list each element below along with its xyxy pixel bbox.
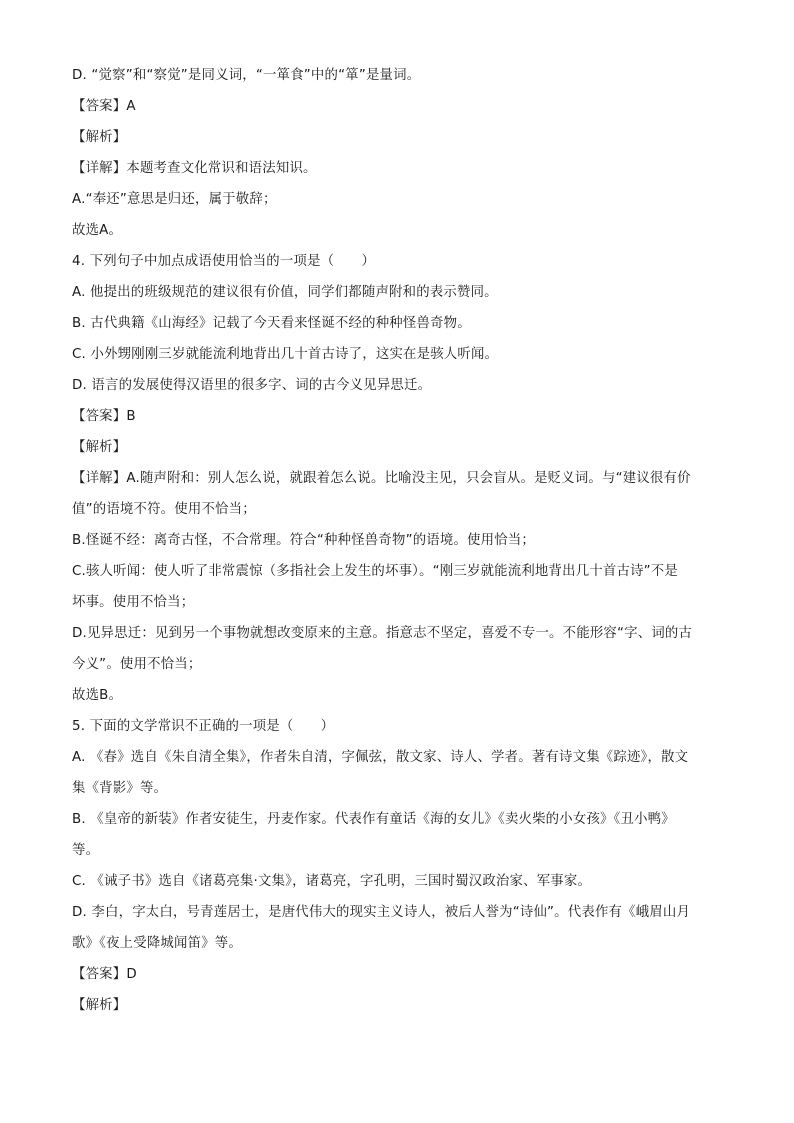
q5-option-d-line1: D. 李白，字太白，号青莲居士，是唐代伟大的现实主义诗人，被后人誉为“诗仙”。代表作有《峨眉山月: [72, 905, 691, 920]
q4-option-b: B. 古代典籍《山海经》记载了今天看来怪诞不经的种种怪兽奇物。: [72, 316, 471, 331]
q5-option-b-line1: B. 《皇帝的新装》作者安徒生，丹麦作家。代表作有童话《海的女儿》《卖火柴的小女孩》《丑小鸭》: [72, 812, 675, 827]
q5-option-d-line2: 歌》《夜上受降城闻笛》等。: [72, 936, 242, 951]
q3-answer: 【答案】A: [72, 99, 136, 114]
q5-answer: 【答案】D: [72, 967, 137, 982]
q5-option-a-line2: 集《背影》等。: [72, 781, 168, 796]
q4-option-a: A. 他提出的班级规范的建议很有价值，同学们都随声附和的表示赞同。: [72, 285, 498, 300]
q4-detail-a-line2: 值”的语境不符。使用不恰当；: [72, 502, 256, 517]
q4-detail-d-line1: D.见异思迁：见到另一个事物就想改变原来的主意。指意志不坚定，喜爱不专一。不能形容“字、词的古: [72, 626, 693, 641]
q3-conclusion: 故选A。: [72, 223, 123, 238]
q4-option-c: C. 小外甥刚刚三岁就能流利地背出几十首古诗了，这实在是骇人听闻。: [72, 347, 499, 362]
q5-stem: 5. 下面的文学常识不正确的一项是（ ）: [72, 719, 335, 734]
q4-detail-a-line1: 【详解】A.随声附和：别人怎么说，就跟着怎么说。比喻没主见，只会盲从。是贬义词。与“建议很有价: [72, 471, 691, 486]
document-page: [72, 60, 732, 1021]
q4-detail-c-line2: 坏事。使用不恰当；: [72, 595, 195, 610]
q4-detail-c-line1: C.骇人听闻：使人听了非常震惊（多指社会上发生的坏事）。“刚三岁就能流利地背出几十首古诗”不是: [72, 564, 678, 579]
q4-detail-b: B.怪诞不经：离奇古怪，不合常理。符合“种种怪兽奇物”的语境。使用恰当；: [72, 533, 536, 548]
q4-detail-d-line2: 今义”。使用不恰当；: [72, 657, 202, 672]
q5-option-a-line1: A. 《春》选自《朱自清全集》，作者朱自清，字佩弦，散文家、诗人、学者。著有诗文集《踪迹》，散文: [72, 750, 689, 765]
q5-option-c: C. 《诫子书》选自《诸葛亮集·文集》，诸葛亮，字孔明，三国时蜀汉政治家、军事家。: [72, 874, 592, 889]
q4-stem: 4. 下列句子中加点成语使用恰当的一项是（ ）: [72, 254, 376, 269]
q3-option-d: D. “觉察”和“察觉”是同义词，“一箪食”中的“箪”是量词。: [72, 68, 421, 83]
q5-option-b-line2: 等。: [72, 843, 100, 858]
q4-option-d: D. 语言的发展使得汉语里的很多字、词的古今义见异思迁。: [72, 378, 432, 393]
q5-analysis-heading: 【解析】: [72, 998, 127, 1013]
q4-conclusion: 故选B。: [72, 688, 123, 703]
q3-analysis-heading: 【解析】: [72, 130, 127, 145]
q4-analysis-heading: 【解析】: [72, 440, 127, 455]
q3-detail-a: A.“奉还”意思是归还，属于敬辞；: [72, 192, 277, 207]
q3-detail: 【详解】本题考查文化常识和语法知识。: [72, 161, 317, 176]
q4-answer: 【答案】B: [72, 409, 136, 424]
